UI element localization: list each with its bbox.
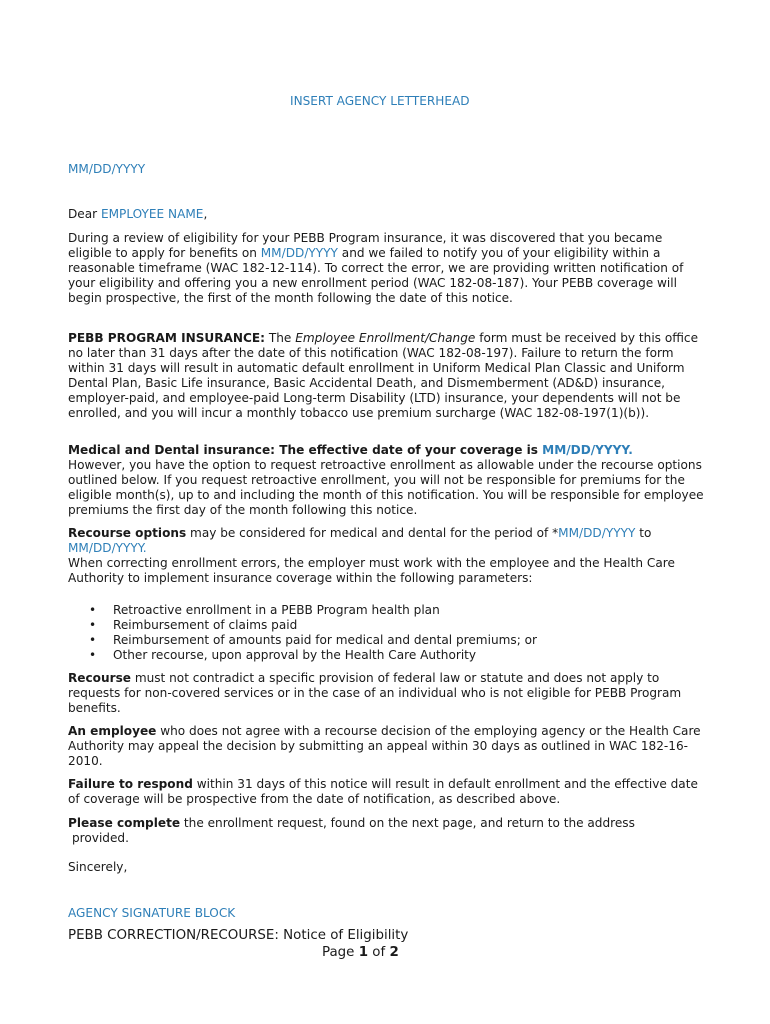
para4-body: When correcting enrollment errors, the employer must work with the employee and the Health Care Authority to implement insurance coverage within the following parameters:: [68, 556, 675, 585]
paragraph-please-complete: [68, 816, 708, 846]
para3-period: .: [628, 443, 633, 457]
para4-date-end: MM/DD/YYYY: [68, 541, 143, 555]
paragraph-failure-to-respond: [68, 777, 708, 807]
para4-period: .: [142, 541, 147, 555]
para7-heading: Failure to respond: [68, 777, 193, 791]
paragraph-recourse-options: [68, 526, 708, 586]
para3-body: However, you have the option to request retroactive enrollment as allowable under the recourse options outlined below. If you request retroactive enrollment, you will not be responsible for premiums for the eligible month(s), up to and including the month of this notification. You will be responsible for employee premiums the first day of the month following this notice.: [68, 458, 704, 517]
para4-to: to: [635, 526, 652, 540]
page-total: 2: [389, 945, 399, 960]
para1-text-b: and we failed to notify you of your eligibility within a reasonable timeframe (WAC 182-12-114). To correct the error, we are providing written notification of your eligibility and offering you a new enrollment period (WAC 182-08-187). Your PEBB coverage will begin prospective, the first of the month following the date of this notice.: [68, 246, 684, 305]
salutation: [68, 207, 207, 222]
list-item: • Reimbursement of claims paid: [68, 618, 708, 633]
paragraph-pebb-insurance: [68, 331, 708, 421]
page-current: 1: [358, 945, 369, 960]
para7-body: within 31 days of this notice will result in default enrollment and the effective date of coverage will be prospective from the date of notification, as described above.: [68, 777, 698, 806]
para3-date: MM/DD/YYYY: [542, 443, 629, 457]
paragraph-medical-dental: [68, 443, 708, 518]
list-item: • Reimbursement of amounts paid for medical and dental premiums; or: [68, 633, 708, 648]
recourse-list: [68, 603, 708, 663]
page-word: Page: [322, 945, 359, 960]
para2-text-b: form must be received by this office no later than 31 days after the date of this notification (WAC 182-08-197). Failure to return the form within 31 days will result in automatic default enrollment in Uniform Medical Plan Classic and Uniform Dental Plan, Basic Life insurance, Basic Accidental Death, and Dismemberment (AD&D) insurance, employer-paid, and employee-paid Long-term Disability (LTD) insurance, your dependents will not be enrolled, and you will incur a monthly tobacco use premium surcharge (WAC 182-08-197(1)(b)).: [68, 331, 699, 420]
para2-heading: PEBB PROGRAM INSURANCE:: [68, 331, 265, 345]
page-number: [322, 944, 399, 961]
footer-title: PEBB CORRECTION/RECOURSE: Notice of Eligibility: [68, 928, 409, 943]
page-of: of: [368, 945, 390, 960]
para6-body: who does not agree with a recourse decision of the employing agency or the Health Care Authority may appeal the decision by submitting an appeal within 30 days as outlined in WAC 182-16-2010.: [68, 724, 701, 768]
para4-date-start: MM/DD/YYYY: [558, 526, 636, 540]
para4-text-a: may be considered for medical and dental for the period of *: [186, 526, 559, 540]
agency-letterhead: INSERT AGENCY LETTERHEAD: [290, 94, 470, 108]
para2-form-name: Employee Enrollment/Change: [295, 331, 476, 345]
signature-block: AGENCY SIGNATURE BLOCK: [68, 906, 236, 920]
paragraph-recourse-limits: [68, 671, 708, 716]
paragraph-appeal: [68, 724, 708, 769]
para5-body: must not contradict a specific provision of federal law or statute and does not apply to requests for non-covered services or in the case of an individual who is not eligible for PEBB Program benefits.: [68, 671, 682, 715]
para3-heading: Medical and Dental insurance: The effective date of your coverage is: [68, 443, 543, 457]
para1-text-a: During a review of eligibility for your PEBB Program insurance, it was discovered that you became eligible to apply for benefits on: [68, 231, 663, 260]
letter-date: MM/DD/YYYY: [68, 162, 146, 176]
salutation-comma: ,: [203, 207, 208, 221]
employee-name: EMPLOYEE NAME: [100, 207, 204, 221]
para6-heading: An employee: [68, 724, 157, 738]
para1-date: MM/DD/YYYY: [260, 246, 338, 260]
salutation-dear: Dear: [68, 207, 101, 221]
para8-heading: Please complete: [68, 816, 181, 830]
para8-body-2: provided.: [72, 831, 129, 845]
list-item: • Retroactive enrollment in a PEBB Program health plan: [68, 603, 708, 618]
paragraph-eligibility: [68, 231, 708, 306]
list-item: • Other recourse, upon approval by the Health Care Authority: [68, 648, 708, 663]
para2-text-a: The: [265, 331, 296, 345]
closing: Sincerely,: [68, 860, 128, 874]
para8-body: the enrollment request, found on the next page, and return to the address: [180, 816, 635, 830]
para5-heading: Recourse: [68, 671, 131, 685]
para4-heading: Recourse options: [68, 526, 187, 540]
